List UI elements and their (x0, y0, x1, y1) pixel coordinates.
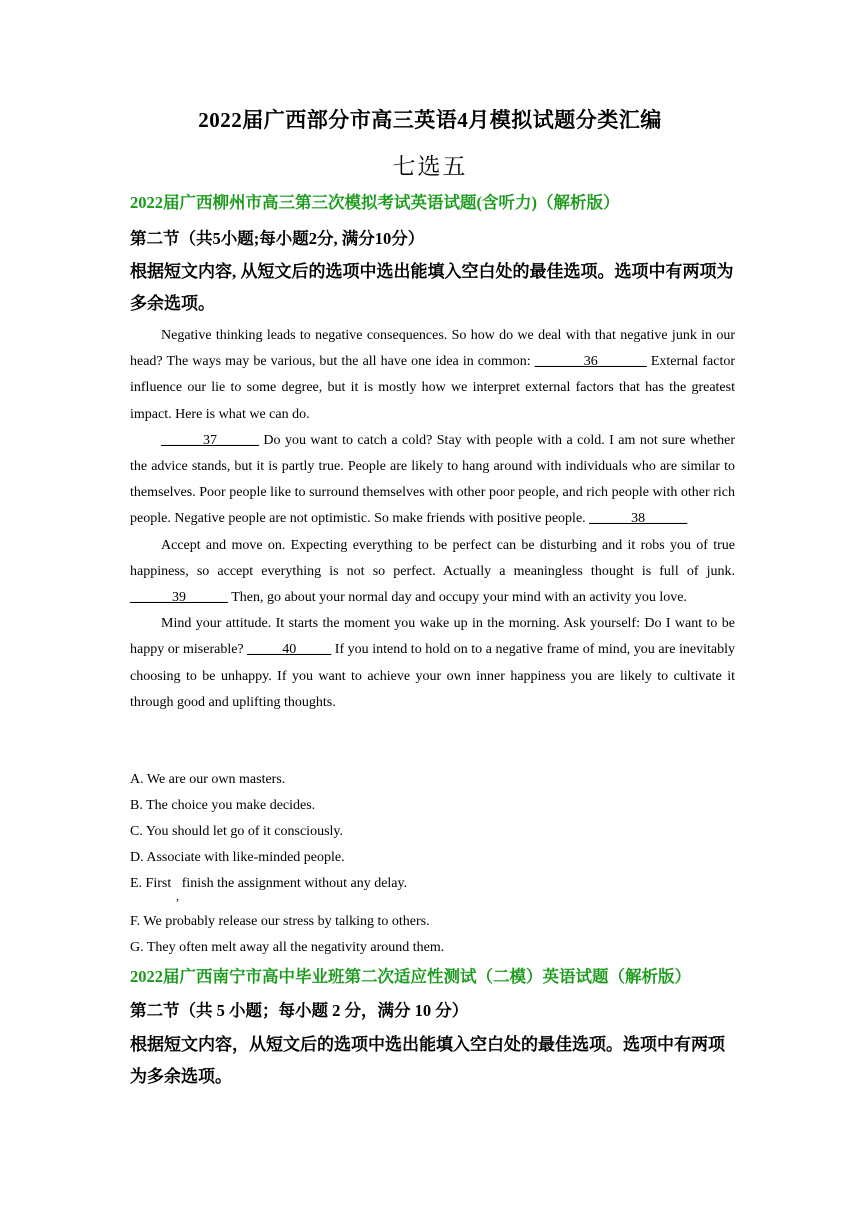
blank-39[interactable]: ______39______ (130, 590, 228, 606)
paragraph-3: Accept and move on. Expecting everything to be perfect can be disturbing and it robs you of true happiness, so accept everything is not so perfect. Actually a meaningless thought is full of junk. ______39______ Then, go about your normal day and occupy your mind with an activity you love. (130, 537, 735, 606)
option-e: E. First finish the assignment without any delay. , (130, 871, 735, 909)
option-b: B. The choice you make decides. (130, 798, 316, 813)
paragraph-4: Mind your attitude. It starts the moment you wake up in the morning. Ask yourself: Do I want to be happy or miserable? _____40_____ If you intend to hold on to a negative frame of mind, you are inevitably choosing to be unhappy. If you want to achieve your own inner happiness you are likely to cultivate it through good and uplifting thoughts. (130, 616, 736, 710)
section1-source: 2022届广西柳州市高三第三次模拟考试英语试题(含听力)（解析版） (130, 193, 620, 212)
option-c: C. You should let go of it consciously. (130, 824, 343, 839)
paragraph-2: ______37______ Do you want to catch a cold? Stay with people with a cold. I am not sure whether the advice stands, but it is partly true. People are likely to hang around with individuals who are similar to themselves. Poor people like to surround themselves with other poor people, and rich people with other rich people. Negative people are not optimistic. So make friends with positive people. ______38______ (130, 432, 735, 527)
paragraph-1: Negative thinking leads to negative consequences. So how do we deal with that negative junk in our head? The ways may be various, but the all have one idea in common: _______36_______ External factor influence our lie to some degree, but it is mostly how we interpret external factors that has the greatest impact. Here is what we can do. (130, 328, 735, 422)
section2-instruction: 根据短文内容，从短文后的选项中选出能填入空白处的最佳选项。选项中有两项为多余选项。 (130, 1035, 725, 1086)
section1-instruction: 根据短文内容, 从短文后的选项中选出能填入空白处的最佳选项。选项中有两项为多余选项。 (130, 262, 734, 313)
reading-passage (130, 323, 735, 716)
section2-source: 2022届广西南宁市高中毕业班第二次适应性测试（二模）英语试题（解析版） (130, 967, 691, 986)
main-title: 2022届广西部分市高三英语4月模拟试题分类汇编 (198, 108, 662, 132)
stray-comma: , (176, 889, 179, 903)
option-a: A. We are our own masters. (130, 772, 286, 787)
blank-38[interactable]: ______38______ (589, 511, 688, 527)
section1-heading: 第二节（共5小题;每小题2分, 满分10分） (130, 229, 425, 248)
blank-37[interactable]: ______37______ (161, 432, 259, 448)
option-d: D. Associate with like-minded people. (130, 850, 345, 865)
option-g: G. They often melt away all the negativity around them. (130, 940, 445, 955)
blank-36[interactable]: _______36_______ (534, 354, 647, 370)
option-f: F. We probably release our stress by talking to others. (130, 914, 430, 929)
blank-40[interactable]: _____40_____ (247, 642, 332, 658)
sub-title: 七选五 (392, 154, 468, 179)
answer-options (130, 767, 735, 961)
section2-heading: 第二节（共 5 小题；每小题 2 分，满分 10 分） (130, 1001, 469, 1020)
